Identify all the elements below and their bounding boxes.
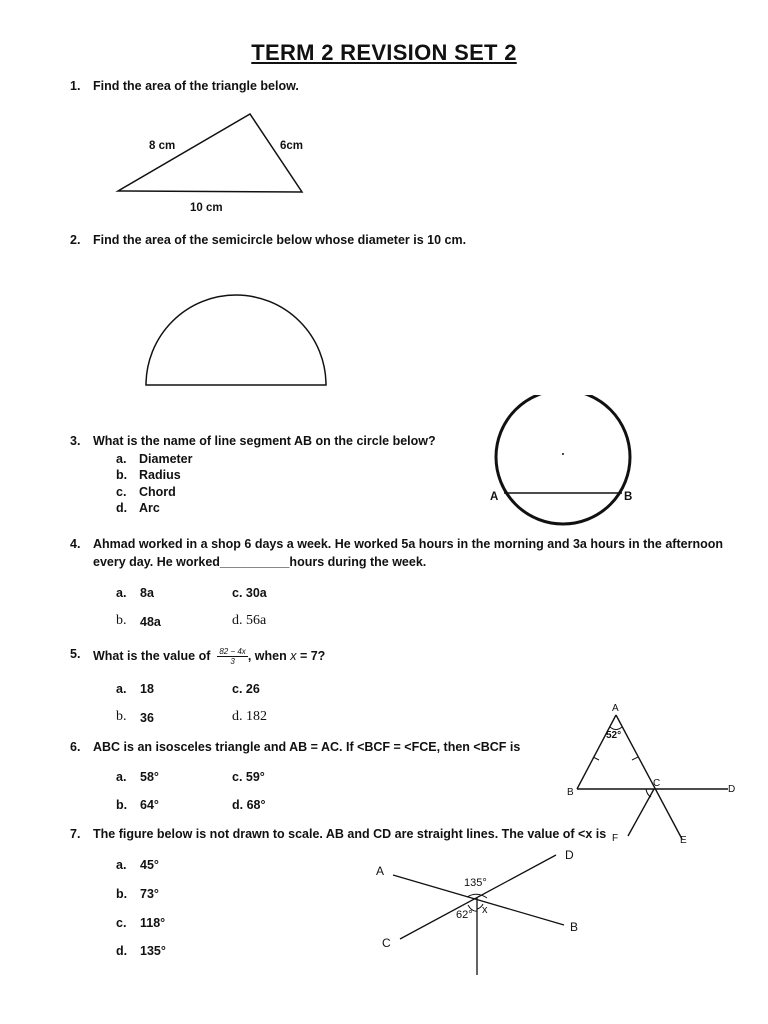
iso-point-d-label: D xyxy=(728,784,736,795)
side-ac-extended-line xyxy=(616,715,682,839)
lines-point-c-label: C xyxy=(382,936,391,950)
intersecting-lines-figure xyxy=(360,845,600,980)
q7-option-b-letter: b. xyxy=(116,887,128,901)
q3-option-d-text: Arc xyxy=(139,501,160,515)
semicircle-shape xyxy=(146,295,326,385)
angle-62-label: 62° xyxy=(456,909,473,921)
triangle-shape xyxy=(118,114,302,192)
q5-option-c-text: c. 26 xyxy=(232,682,260,696)
q7-option-d-letter: d. xyxy=(116,944,128,958)
question-5-number: 5. xyxy=(70,647,81,661)
iso-point-a-label: A xyxy=(612,703,619,714)
q5-fraction xyxy=(217,647,247,666)
triangle-right-label: 6cm xyxy=(280,140,304,152)
lines-point-b-label: B xyxy=(570,920,579,934)
angle-x-label: x xyxy=(482,904,488,916)
q4-option-d-text: d. 56a xyxy=(232,613,267,628)
lines-point-d-label: D xyxy=(565,848,574,862)
question-6-text: ABC is an isosceles triangle and AB = AC. If <BCF = <FCE, then <BCF is xyxy=(93,740,521,754)
page-title: TERM 2 REVISION SET 2 xyxy=(251,40,517,65)
angle-135-label: 135° xyxy=(464,877,487,889)
triangle-figure xyxy=(110,108,320,198)
q5-option-b-letter: b. xyxy=(116,709,127,724)
semicircle-figure xyxy=(140,290,332,390)
q6-option-b-text: 64° xyxy=(140,798,159,812)
question-1-number: 1. xyxy=(70,79,81,93)
question-7-text: The figure below is not drawn to scale. AB and CD are straight lines. The value of <x is xyxy=(93,827,607,841)
q6-option-d-text: d. 68° xyxy=(232,798,266,812)
q4-option-b-letter: b. xyxy=(116,613,127,628)
lines-point-a-label: A xyxy=(376,864,385,878)
q3-option-a-text: Diameter xyxy=(139,452,193,466)
circle-center-dot xyxy=(562,453,564,455)
circle-shape xyxy=(496,395,633,524)
question-4-text-line1: Ahmad worked in a shop 6 days a week. He worked 5a hours in the morning and 3a hours in the afternoon xyxy=(93,537,723,551)
circle-point-b-label: B xyxy=(624,491,633,503)
question-7-number: 7. xyxy=(70,827,81,841)
triangle-base-label: 10 cm xyxy=(190,202,223,214)
q5-option-d-text: d. 182 xyxy=(232,709,267,724)
q3-option-b-text: Radius xyxy=(139,468,181,482)
tick-mark-ab xyxy=(593,757,599,760)
side-ab-line xyxy=(577,715,616,789)
q5-text-after: , when xyxy=(247,648,287,663)
q4-option-a-letter: a. xyxy=(116,586,127,600)
q5-option-b-text: 36 xyxy=(140,711,154,725)
q4-option-c-text: c. 30a xyxy=(232,586,267,600)
tick-mark-ac xyxy=(632,757,638,760)
question-3-number: 3. xyxy=(70,434,81,448)
q3-option-c-text: Chord xyxy=(139,485,176,499)
question-4-number: 4. xyxy=(70,537,81,551)
iso-point-b-label: B xyxy=(567,787,574,798)
q3-option-d-letter: d. xyxy=(116,501,128,515)
q5-option-a-letter: a. xyxy=(116,682,127,696)
q3-option-c-letter: c. xyxy=(116,485,127,499)
q7-option-c-text: 118° xyxy=(140,916,166,930)
q4-option-a-text: 8a xyxy=(140,586,154,600)
question-1-text: Find the area of the triangle below. xyxy=(93,79,299,93)
question-5-text xyxy=(93,647,325,666)
circle-figure xyxy=(485,395,645,530)
q5-text-before: What is the value of xyxy=(93,648,211,663)
q7-option-d-text: 135° xyxy=(140,944,166,958)
q3-option-a-letter: a. xyxy=(116,452,127,466)
q7-option-a-letter: a. xyxy=(116,858,127,872)
q5-variable: x xyxy=(290,648,297,663)
q7-option-c-letter: c. xyxy=(116,916,127,930)
question-2-number: 2. xyxy=(70,233,81,247)
line-cd xyxy=(400,855,556,939)
question-6-number: 6. xyxy=(70,740,81,754)
q6-option-b-letter: b. xyxy=(116,798,128,812)
iso-point-c-label: C xyxy=(653,778,661,789)
q7-option-b-text: 73° xyxy=(140,887,159,901)
q5-fraction-denominator: 3 xyxy=(230,657,235,666)
q6-option-a-letter: a. xyxy=(116,770,127,784)
triangle-left-label: 8 cm xyxy=(149,140,176,152)
q4-option-b-text: 48a xyxy=(140,615,161,629)
q5-option-a-text: 18 xyxy=(140,682,154,696)
iso-point-f-label: F xyxy=(612,833,619,844)
q7-option-a-text: 45° xyxy=(140,858,159,872)
q6-option-a-text: 58° xyxy=(140,770,159,784)
question-2-text: Find the area of the semicircle below whose diameter is 10 cm. xyxy=(93,233,467,247)
circle-point-a-label: A xyxy=(490,491,499,503)
iso-angle-label: 52° xyxy=(606,730,622,741)
q5-fraction-numerator: 82 − 4x xyxy=(219,647,246,656)
q6-option-c-text: c. 59° xyxy=(232,770,265,784)
question-4-text-line2: every day. He worked__________hours during the week. xyxy=(93,555,427,569)
q3-option-b-letter: b. xyxy=(116,468,128,482)
iso-point-e-label: E xyxy=(680,835,687,846)
question-3-text: What is the name of line segment AB on the circle below? xyxy=(93,434,436,448)
q5-text-end: = 7? xyxy=(299,648,326,663)
